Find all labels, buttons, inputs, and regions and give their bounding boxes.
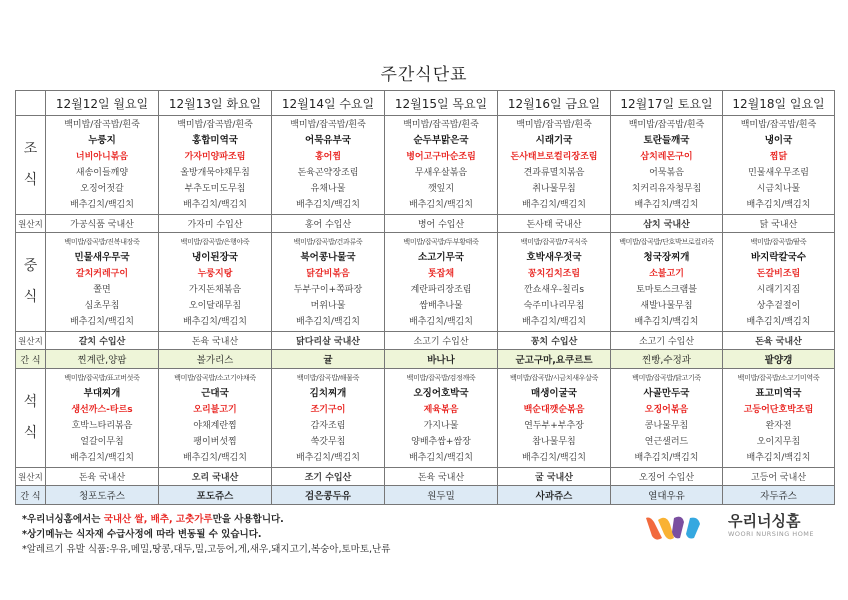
day-header: 12월16일 금요일 [498, 91, 611, 116]
menu-item: 배추김치/백김치 [296, 200, 360, 210]
origin-cell: 닭 국내산 [723, 215, 835, 233]
menu-item: 고등어단호박조림 [743, 405, 814, 415]
menu-item: 배추김치/백김치 [70, 317, 134, 327]
menu-item: 백미밥/잡곡밥/소고기미역죽 [737, 374, 820, 382]
breakfast-cell [272, 116, 385, 215]
lunch-label [16, 233, 46, 332]
breakfast-label [16, 116, 46, 215]
menu-item: 홍어찜 [314, 152, 342, 162]
day-header: 12월17일 토요일 [611, 91, 723, 116]
origin-cell: 돈육 국내산 [723, 332, 835, 350]
menu-item: 백미밥/잡곡밥/시금치새우살죽 [509, 374, 599, 382]
menu-item: 가지돈채볶음 [188, 285, 242, 295]
header-row [16, 91, 835, 116]
menu-item: 백미밥/잡곡밥/흰죽 [290, 120, 366, 130]
breakfast-cell [723, 116, 835, 215]
menu-item: 백미밥/잡곡밥/검정깨죽 [406, 374, 476, 382]
breakfast-cell [46, 116, 159, 215]
lunch-cell [385, 233, 498, 332]
lunch-label-char: 식 [23, 289, 38, 305]
breakfast-cell [498, 116, 611, 215]
menu-item: 민물새우무국 [74, 252, 130, 263]
menu-item: 병어고구마순조림 [406, 152, 476, 162]
menu-item: 백미밥/잡곡밥/두부황태죽 [403, 238, 479, 246]
menu-item: 가자미양파조림 [184, 152, 246, 162]
snack-cell: 청포도쥬스 [46, 486, 159, 505]
note-line-2 [22, 527, 390, 542]
menu-item: 냉이된장국 [192, 252, 238, 263]
menu-item: 조기구이 [310, 405, 346, 415]
dinner-label-char: 식 [23, 425, 38, 441]
menu-item: 백미밥/잡곡밥/흰죽 [516, 120, 592, 130]
menu-item: 팽이버섯찜 [193, 437, 237, 447]
menu-item: 감자조림 [310, 421, 346, 431]
menu-item: 무새우살볶음 [414, 168, 468, 178]
origin-cell: 오리 국내산 [159, 468, 272, 486]
menu-item: 연두부+부추장 [524, 421, 584, 431]
origin-cell: 돈사태 국내산 [498, 215, 611, 233]
dinner-cell [46, 369, 159, 468]
menu-item: 배추김치/백김치 [183, 200, 247, 210]
menu-item: 유채나물 [310, 184, 346, 194]
lunch-cell [498, 233, 611, 332]
menu-item: 누룽지 [88, 135, 116, 146]
menu-item: 배추김치/백김치 [409, 200, 473, 210]
menu-item: 호박새우젓국 [526, 252, 582, 263]
lunch-cell [723, 233, 835, 332]
menu-item: 토란들깨국 [643, 135, 690, 146]
menu-item: 토마토스크램블 [636, 285, 697, 295]
header-corner [16, 91, 46, 116]
dinner-cell [723, 369, 835, 468]
menu-item: 시래기국 [535, 135, 573, 146]
menu-item: 어묵유부국 [305, 135, 351, 146]
menu-item: 민물새우무조림 [748, 168, 809, 178]
menu-item: 김치찌개 [309, 388, 347, 399]
menu-item: 가지나물 [423, 421, 459, 431]
dinner_origin-row [16, 468, 835, 486]
menu-item: 홍합미역국 [192, 135, 238, 146]
menu-item: 청국장찌개 [643, 252, 690, 263]
menu-item: 깻잎지 [427, 184, 455, 194]
menu-item: 오이달래무침 [188, 301, 242, 311]
menu-item: 톳잡채 [427, 269, 455, 279]
snack-label: 간 식 [16, 486, 46, 505]
notes [22, 512, 390, 557]
lunch-row [16, 233, 835, 332]
menu-item: 배추김치/백김치 [296, 453, 360, 463]
origin-label: 원산지 [16, 215, 46, 233]
menu-item: 오리불고기 [193, 405, 237, 415]
menu-item: 심초무침 [84, 301, 120, 311]
menu-item: 상추겉절이 [756, 301, 801, 311]
menu-item: 백미밥/잡곡밥/소고기야채죽 [174, 374, 256, 382]
menu-item: 삼치레몬구이 [640, 152, 693, 162]
dinner-cell [611, 369, 723, 468]
origin-label: 원산지 [16, 332, 46, 350]
origin-cell: 삼치 국내산 [611, 215, 723, 233]
menu-item: 시금치나물 [756, 184, 801, 194]
dinner-row [16, 369, 835, 468]
page-title: 주간식단표 [380, 65, 468, 85]
note-line-1 [22, 512, 390, 527]
lunch_origin-row [16, 332, 835, 350]
menu-item: 부대찌개 [83, 388, 121, 399]
menu-item: 호박느타리볶음 [71, 421, 133, 431]
menu-item: 새발나물무침 [640, 301, 693, 311]
breakfast_origin-row [16, 215, 835, 233]
menu-item: 백미밥/잡곡밥/7곡식죽 [520, 238, 588, 246]
dinner-cell [272, 369, 385, 468]
menu-item: 백미밥/잡곡밥/흰죽 [628, 120, 705, 130]
day-header: 12월15일 목요일 [385, 91, 498, 116]
snack-cell: 찐빵,수정과 [611, 350, 723, 369]
snack-cell: 검은콩두유 [272, 486, 385, 505]
menu-item: 쌈배추나물 [419, 301, 463, 311]
menu-item: 새송이들깨양 [75, 168, 129, 178]
snack2-row [16, 486, 835, 505]
dinner-label-char: 석 [23, 393, 38, 410]
origin-cell: 소고기 수입산 [611, 332, 723, 350]
breakfast-label-char: 조 [23, 140, 38, 157]
snack-cell: 팥양갱 [723, 350, 835, 369]
menu-item: 백미밥/잡곡밥/은행야죽 [180, 238, 250, 246]
origin-cell: 조기 수입산 [272, 468, 385, 486]
origin-cell: 닭다리살 국내산 [272, 332, 385, 350]
menu-item: 백미밥/잡곡밥/진복내장죽 [64, 238, 140, 246]
menu-item: 배추김치/백김치 [409, 317, 473, 327]
lunch-cell [46, 233, 159, 332]
menu-item: 너비아니볶음 [75, 152, 129, 162]
dinner-label [16, 369, 46, 468]
breakfast-row [16, 116, 835, 215]
menu-item: 돈갈비조림 [756, 269, 801, 279]
breakfast-cell [159, 116, 272, 215]
menu-item: 근대국 [201, 388, 229, 399]
origin-cell: 오징어 수입산 [611, 468, 723, 486]
note-1-highlight: 국내산 쌀, 배추, 고춧가루 [103, 514, 213, 525]
snack-cell: 자두쥬스 [723, 486, 835, 505]
origin-cell: 병어 수입산 [385, 215, 498, 233]
menu-item: 취나물무침 [532, 184, 576, 194]
menu-item: 소고기무국 [418, 252, 464, 263]
menu-item: 치커리유자청무침 [631, 184, 702, 194]
menu-item: 백순대깻순볶음 [523, 405, 585, 415]
menu-item: 참나물무침 [532, 437, 576, 447]
breakfast-cell [385, 116, 498, 215]
menu-item: 견과류멸치볶음 [523, 168, 585, 178]
menu-item: 오이지무침 [756, 437, 801, 447]
menu-item: 배추김치/백김치 [746, 200, 811, 210]
menu-item: 배추김치/백김치 [183, 453, 247, 463]
lunch-cell [611, 233, 723, 332]
menu-item: 두부구이+쪽파장 [293, 285, 363, 295]
menu-item: 표고미역국 [755, 388, 802, 399]
menu-item: 배추김치/백김치 [409, 453, 473, 463]
origin-cell: 꽁치 수입산 [498, 332, 611, 350]
menu-item: 부추도미도무침 [184, 184, 246, 194]
menu-item: 쑥갓무침 [310, 437, 346, 447]
menu-item: 콩나물무침 [644, 421, 689, 431]
menu-item: 야채계란찜 [193, 421, 237, 431]
day-header: 12월14일 수요일 [272, 91, 385, 116]
dinner-cell [385, 369, 498, 468]
menu-item: 사골만두국 [643, 388, 690, 399]
day-header: 12월12일 월요일 [46, 91, 159, 116]
menu-item: 백미밥/잡곡밥/해물죽 [296, 374, 360, 382]
origin-cell: 홍어 수입산 [272, 215, 385, 233]
menu-item: 배추김치/백김치 [183, 317, 247, 327]
origin-label: 원산지 [16, 468, 46, 486]
dinner-cell [498, 369, 611, 468]
menu-item: 순두부맑은국 [413, 135, 469, 146]
menu-item: 백미밥/잡곡밥/표고버섯죽 [64, 374, 140, 382]
snack-cell: 볼가리스 [159, 350, 272, 369]
lunch-cell [272, 233, 385, 332]
menu-item: 생선까스-타르s [71, 405, 133, 415]
logo-name: 우리너싱홈 [728, 512, 801, 530]
menu-item: 어묵볶음 [649, 168, 684, 178]
menu-item: 바지락칼국수 [750, 252, 807, 263]
menu-item: 닭갈비볶음 [306, 269, 350, 279]
menu-item: 얼갈이무침 [80, 437, 124, 447]
menu-item: 백미밥/잡곡밥/건과류죽 [293, 238, 363, 246]
note-1-suffix: 만을 사용합니다. [212, 514, 284, 525]
menu-item: 백미밥/잡곡밥/단호박브로컬리죽 [619, 238, 714, 246]
menu-item: 머위나물 [310, 301, 346, 311]
day-header: 12월18일 일요일 [723, 91, 835, 116]
menu-item: 시래기지짐 [756, 285, 801, 295]
menu-item: 갈치커레구이 [75, 269, 129, 279]
logo-subtitle: WOORI NURSING HOME [728, 530, 815, 538]
note-3-text: *알레르기 유발 식품:우유,메밀,땅콩,대두,밀,고등어,게,새우,돼지고기,복숭아,토마토,난류 [22, 544, 391, 555]
snack-cell: 찐계란,양팜 [46, 350, 159, 369]
menu-item: 배추김치/백김치 [70, 200, 134, 210]
origin-cell: 돈육 국내산 [46, 468, 159, 486]
menu-item: 배추김치/백김치 [522, 200, 586, 210]
note-line-3 [22, 542, 390, 557]
menu-item: 제육볶음 [423, 405, 459, 415]
menu-item: 돈사태브로컬리장조림 [510, 152, 598, 162]
origin-cell: 갈치 수입산 [46, 332, 159, 350]
origin-cell: 소고기 수입산 [385, 332, 498, 350]
menu-item: 완자전 [765, 421, 792, 431]
menu-item: 배추김치/백김치 [746, 317, 811, 327]
menu-item: 양배추쌈+쌈장 [411, 437, 471, 447]
menu-item: 쫄면 [93, 285, 111, 295]
weekly-menu-table [15, 90, 835, 505]
menu-item: 백미밥/잡곡밥/흰죽 [403, 120, 479, 130]
menu-item: 북어콩나물국 [300, 252, 356, 263]
menu-item: 백미밥/잡곡밥/흰죽 [64, 120, 140, 130]
menu-item: 숙주미나리무침 [523, 301, 585, 311]
origin-cell: 고등어 국내산 [723, 468, 835, 486]
snack-cell: 사과쥬스 [498, 486, 611, 505]
snack-cell: 열대우유 [611, 486, 723, 505]
menu-item: 오징어젓갈 [80, 184, 124, 194]
menu-item: 백미밥/잡곡밥/흰죽 [740, 120, 817, 130]
menu-item: 백미밥/잡곡밥/닭고기죽 [632, 374, 701, 382]
menu-item: 백미밥/잡곡밥/팥죽 [750, 238, 807, 246]
menu-item: 연근샐러드 [644, 437, 689, 447]
breakfast-label-char: 식 [23, 172, 38, 188]
menu-item: 배추김치/백김치 [746, 453, 811, 463]
snack-cell: 군고구마,요쿠르트 [498, 350, 611, 369]
day-header: 12월13일 화요일 [159, 91, 272, 116]
menu-item: 오징어호박국 [413, 388, 469, 399]
snack-cell: 포도쥬스 [159, 486, 272, 505]
menu-item: 깐쇼새우-칠리s [523, 285, 585, 295]
note-1-prefix: *우리너싱홈에서는 [22, 514, 104, 525]
menu-item: 배추김치/백김치 [634, 453, 699, 463]
lunch-label-char: 중 [23, 257, 38, 274]
snack-cell: 귤 [272, 350, 385, 369]
menu-item: 배추김치/백김치 [70, 453, 134, 463]
snack-cell: 원두밀 [385, 486, 498, 505]
lunch-cell [159, 233, 272, 332]
menu-item: 배추김치/백김치 [522, 453, 586, 463]
menu-item: 냉이국 [764, 135, 793, 146]
menu-item: 배추김치/백김치 [634, 317, 699, 327]
snack1-row [16, 350, 835, 369]
note-2-text: *상기메뉴는 식자재 수급사정에 따라 변동될 수 있습니다. [22, 529, 262, 540]
menu-item: 소불고기 [649, 269, 684, 279]
menu-item: 매생이굴국 [531, 388, 577, 399]
menu-item: 오징어볶음 [644, 405, 689, 415]
snack-cell: 바나나 [385, 350, 498, 369]
menu-item: 돈육곤약장조림 [297, 168, 359, 178]
origin-cell: 가공식품 국내산 [46, 215, 159, 233]
menu-item: 배추김치/백김치 [522, 317, 586, 327]
menu-item: 꽁치김치조림 [527, 269, 581, 279]
origin-cell: 돈육 국내산 [159, 332, 272, 350]
menu-item: 배추김치/백김치 [634, 200, 699, 210]
menu-item: 찜닭 [769, 152, 788, 162]
origin-cell: 굴 국내산 [498, 468, 611, 486]
origin-cell: 가자미 수입산 [159, 215, 272, 233]
breakfast-cell [611, 116, 723, 215]
menu-item: 계란파리장조림 [410, 285, 472, 295]
menu-item: 배추김치/백김치 [296, 317, 360, 327]
dinner-cell [159, 369, 272, 468]
menu-item: 누룽지탕 [197, 269, 233, 279]
menu-item: 백미밥/잡곡밥/흰죽 [177, 120, 253, 130]
origin-cell: 돈육 국내산 [385, 468, 498, 486]
snack-label: 간 식 [16, 350, 46, 369]
menu-item: 올방개묵야채무침 [180, 168, 250, 178]
